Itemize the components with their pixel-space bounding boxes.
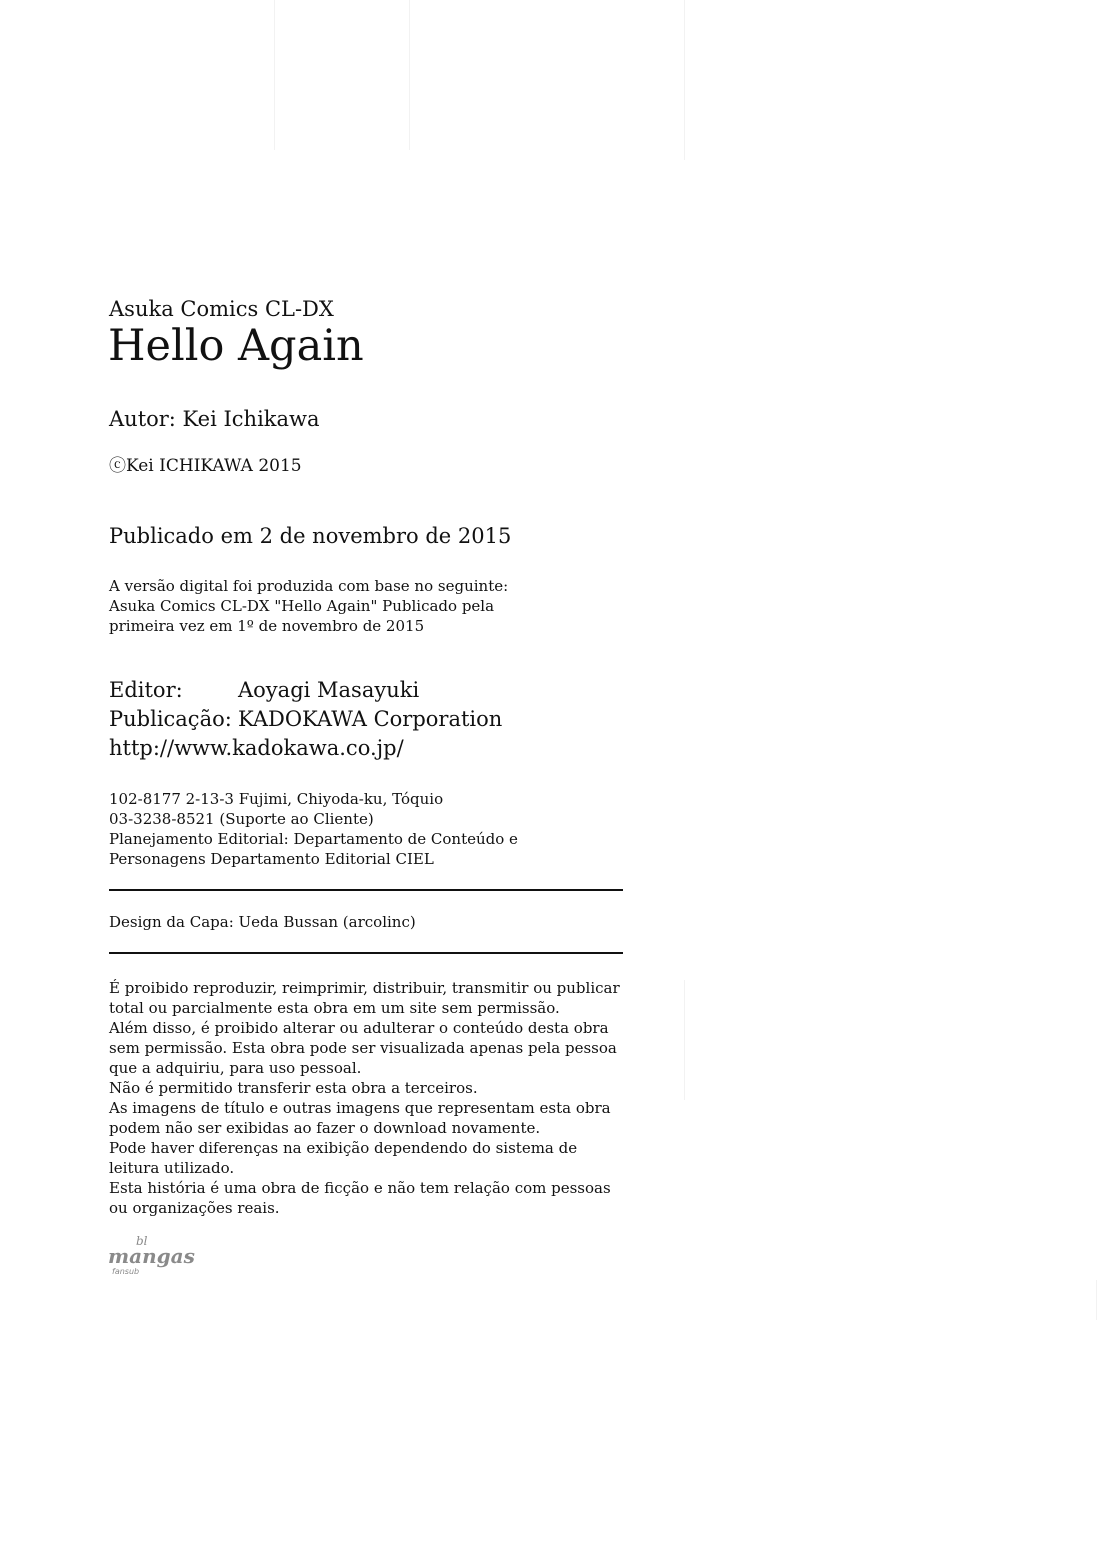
scan-edge-line: [684, 980, 685, 1100]
series-name: Asuka Comics CL-DX: [109, 297, 334, 321]
legal-line: Esta história é uma obra de ficção e não tem relação com pessoas: [109, 1179, 611, 1197]
editor-row: [109, 676, 502, 705]
legal-line: total ou parcialmente esta obra em um site sem permissão.: [109, 999, 560, 1017]
legal-line: ou organizações reais.: [109, 1199, 280, 1217]
address-block: [109, 789, 518, 869]
legal-line: podem não ser exibidas ao fazer o download novamente.: [109, 1119, 541, 1137]
digital-note-line: A versão digital foi produzida com base no seguinte:: [109, 577, 509, 595]
author-line: Autor: Kei Ichikawa: [109, 407, 320, 431]
legal-line: sem permissão. Esta obra pode ser visualizada apenas pela pessoa: [109, 1039, 617, 1057]
address-line: 03-3238-8521 (Suporte ao Cliente): [109, 810, 374, 828]
legal-line: leitura utilizado.: [109, 1159, 235, 1177]
book-title: Hello Again: [108, 321, 364, 371]
scan-edge-line: [274, 0, 275, 150]
cover-design-credit: Design da Capa: Ueda Bussan (arcolinc): [109, 913, 416, 931]
legal-line: É proibido reproduzir, reimprimir, distribuir, transmitir ou publicar: [109, 979, 620, 997]
address-line: Planejamento Editorial: Departamento de Conteúdo e: [109, 830, 518, 848]
scan-edge-line: [409, 0, 410, 150]
legal-line: Pode haver diferenças na exibição dependendo do sistema de: [109, 1139, 578, 1157]
publisher-value: KADOKAWA Corporation: [238, 707, 503, 731]
digital-note-line: primeira vez em 1º de novembro de 2015: [109, 617, 425, 635]
address-line: Personagens Departamento Editorial CIEL: [109, 850, 434, 868]
divider: [109, 889, 623, 891]
editor-value: Aoyagi Masayuki: [238, 678, 420, 702]
publication-date: Publicado em 2 de novembro de 2015: [109, 524, 512, 548]
publisher-row: [109, 705, 502, 734]
divider: [109, 952, 623, 954]
legal-line: Não é permitido transferir esta obra a terceiros.: [109, 1079, 478, 1097]
credits-block: [109, 676, 502, 763]
logo-text-main: mangas: [108, 1244, 195, 1268]
logo-text-top: bl: [136, 1234, 148, 1248]
copyright-line: ⓒKei ICHIKAWA 2015: [109, 456, 302, 476]
digital-edition-note: [109, 576, 549, 636]
legal-line: que a adquiriu, para uso pessoal.: [109, 1059, 362, 1077]
publisher-url: http://www.kadokawa.co.jp/: [109, 736, 404, 760]
legal-line: Além disso, é proibido alterar ou adulterar o conteúdo desta obra: [109, 1019, 609, 1037]
address-line: 102-8177 2-13-3 Fujimi, Chiyoda-ku, Tóquio: [109, 790, 444, 808]
scan-edge-line: [684, 0, 685, 160]
logo-text-bottom: fansub: [112, 1267, 140, 1276]
scan-edge-line: [1096, 1280, 1097, 1320]
legal-notice: [109, 978, 629, 1218]
editor-label: Editor:: [109, 678, 183, 702]
legal-line: As imagens de título e outras imagens que representam esta obra: [109, 1099, 611, 1117]
digital-note-line: Asuka Comics CL-DX "Hello Again" Publicado pela: [109, 597, 495, 615]
publisher-label: Publicação:: [109, 707, 232, 731]
fansub-logo: [106, 1230, 198, 1282]
